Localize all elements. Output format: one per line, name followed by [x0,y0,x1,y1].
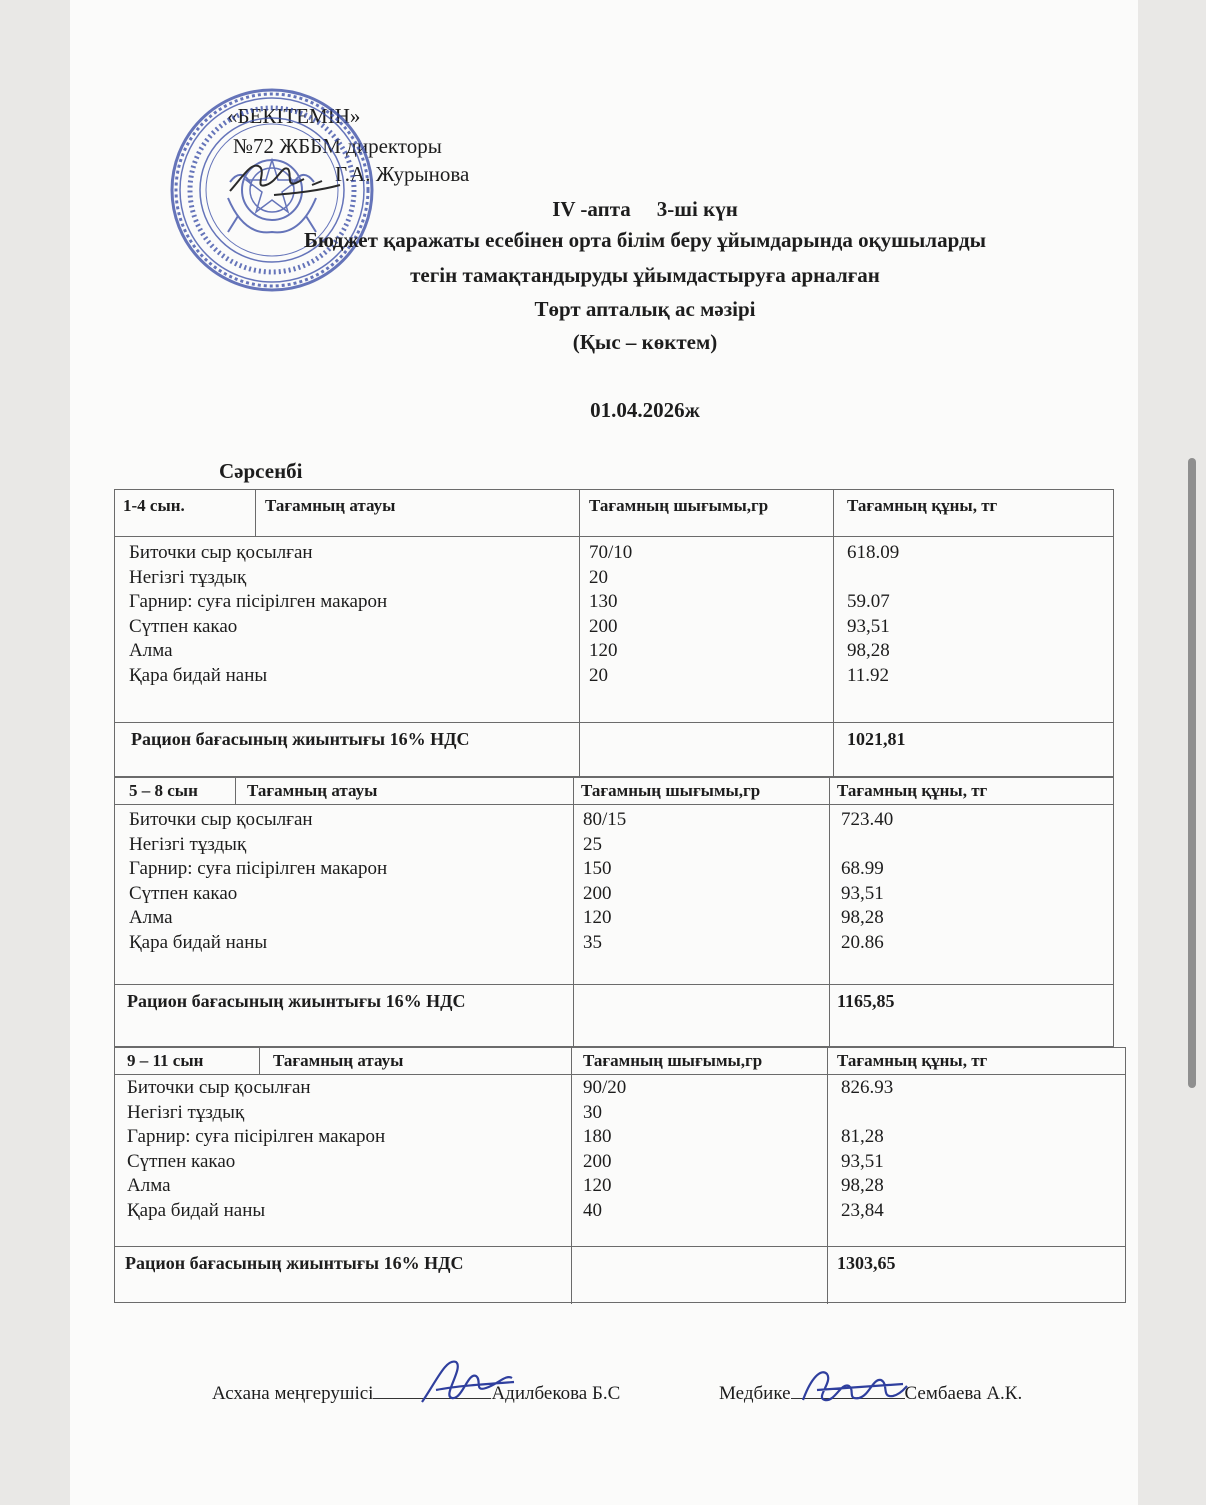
dish-price: 618.09 [847,542,900,563]
dish-yield: 80/15 [583,809,627,830]
dish-yield: 25 [583,833,602,855]
grade-label: 1-4 сын. [123,496,185,515]
dish-price: 93,51 [841,882,884,904]
dish-name: Қара бидай наны [129,931,268,953]
dish-price: 81,28 [841,1126,884,1148]
dish-name: Негізгі тұздық [127,1101,245,1123]
dish-price: 98,28 [841,907,884,929]
dish-name: Қара бидай наны [129,664,268,686]
dish-name: Алма [127,1175,171,1197]
col-price-header: Тағамның құны, тг [837,1051,988,1070]
vertical-scrollbar[interactable] [1188,458,1196,1088]
dish-yield: 20 [589,664,608,686]
dish-yields [589,541,632,689]
col-price-header: Тағамның құны, тг [847,496,998,515]
dish-prices [847,541,899,689]
medic-role: Медбике [719,1383,791,1404]
approval-title: «БЕКІТЕМІН» [227,104,361,128]
dish-price: 68.99 [841,858,884,880]
dish-names [127,1076,385,1224]
dish-yield: 200 [589,615,618,637]
table-header [115,490,1113,537]
col-name-header: Тағамның атауы [273,1051,404,1070]
menu-table-grades-1-4 [114,489,1114,777]
day-number-label: 3-ші күн [656,197,738,221]
dish-yield: 20 [589,566,608,588]
medic-name: Сембаева А.К. [904,1383,1023,1404]
dish-name: Негізгі тұздық [129,566,247,588]
dish-name: Гарнир: суға пісірілген макарон [129,858,388,880]
director-signature [226,155,346,200]
dish-price: 98,28 [847,640,890,662]
total-row [115,722,1113,779]
dish-yield: 200 [583,1150,612,1172]
dish-name: Биточки сыр қосылған [129,542,313,563]
dish-yield: 35 [583,931,602,953]
dish-name: Гарнир: суға пісірілген макарон [129,591,388,613]
heading-line-2: тегін тамақтандыруды ұйымдастыруға арналған [410,263,880,287]
dish-price: 98,28 [841,1175,884,1197]
dish-name: Қара бидай наны [127,1199,266,1221]
dish-yield: 200 [583,882,612,904]
total-row [115,1246,1125,1305]
total-value: 1303,65 [837,1253,896,1273]
cafeteria-name: Адилбекова Б.С [491,1383,621,1404]
dish-names [129,541,387,689]
col-name-header: Тағамның атауы [265,496,396,515]
grade-label: 5 – 8 сын [129,781,198,800]
col-yield-header: Тағамның шығымы,гр [581,781,761,800]
dish-name: Биточки сыр қосылған [129,809,313,830]
total-label: Рацион бағасының жиынтығы 16% НДС [125,1253,464,1273]
dish-name: Сүтпен какао [129,615,238,637]
dish-price: 826.93 [841,1077,894,1098]
total-label: Рацион бағасының жиынтығы 16% НДС [131,729,470,749]
grade-label: 9 – 11 сын [127,1051,204,1070]
dish-yield: 150 [583,858,612,880]
dish-price: 23,84 [841,1199,884,1221]
col-name-header: Тағамның атауы [247,781,378,800]
dish-names [129,808,387,956]
dish-yield: 180 [583,1126,612,1148]
dish-price: 723.40 [841,809,894,830]
dish-price: 59.07 [847,591,890,613]
col-yield-header: Тағамның шығымы,гр [589,496,769,515]
menu-table-grades-5-8 [114,777,1114,1047]
dish-name: Биточки сыр қосылған [127,1077,311,1098]
table-header [115,778,1113,805]
dish-yield: 130 [589,591,618,613]
heading-line-3: Төрт апталық ас мәзірі [534,297,756,321]
dish-name: Алма [129,907,173,929]
table-header [115,1048,1125,1075]
dish-yield: 30 [583,1101,602,1123]
dish-price [841,833,893,858]
medic-signature [797,1360,909,1412]
dish-name: Сүтпен какао [129,882,238,904]
week-day-line [180,197,1110,222]
cafeteria-head-signature [416,1352,518,1414]
day-name: Сәрсенбі [219,459,303,483]
dish-price: 20.86 [841,931,884,953]
dish-yield: 90/20 [583,1077,627,1098]
dish-name: Гарнир: суға пісірілген макарон [127,1126,386,1148]
dish-price: 93,51 [841,1150,884,1172]
dish-yields [583,1076,626,1224]
total-value: 1165,85 [837,991,895,1011]
dish-price [847,566,899,591]
approval-position: №72 ЖББМ директоры [233,134,442,158]
week-label: IV -апта [552,197,631,221]
dish-name: Алма [129,640,173,662]
dish-yield: 120 [583,907,612,929]
cafeteria-role: Асхана меңгерушісі [212,1383,374,1404]
heading-line-4: (Қыс – көктем) [572,330,718,354]
total-label: Рацион бағасының жиынтығы 16% НДС [127,991,466,1011]
dish-yield: 120 [583,1175,612,1197]
menu-table-grades-9-11 [114,1047,1126,1303]
dish-yield: 70/10 [589,542,633,563]
dish-price: 93,51 [847,615,890,637]
dish-prices [841,1076,893,1224]
dish-name: Негізгі тұздық [129,833,247,855]
col-yield-header: Тағамның шығымы,гр [583,1051,763,1070]
menu-date: 01.04.2026ж [590,398,700,422]
total-value: 1021,81 [847,729,906,749]
dish-price [841,1101,893,1126]
dish-price: 11.92 [847,664,890,686]
heading-line-1: Бюджет қаражаты есебінен орта білім беру ұйымдарында оқушыларды [303,228,987,252]
total-row [115,984,1113,1049]
col-price-header: Тағамның құны, тг [837,781,988,800]
dish-prices [841,808,893,956]
dish-yield: 40 [583,1199,602,1221]
dish-yields [583,808,626,956]
dish-name: Сүтпен какао [127,1150,236,1172]
approval-name: Г.А. Журынова [335,162,470,186]
dish-yield: 120 [589,640,618,662]
